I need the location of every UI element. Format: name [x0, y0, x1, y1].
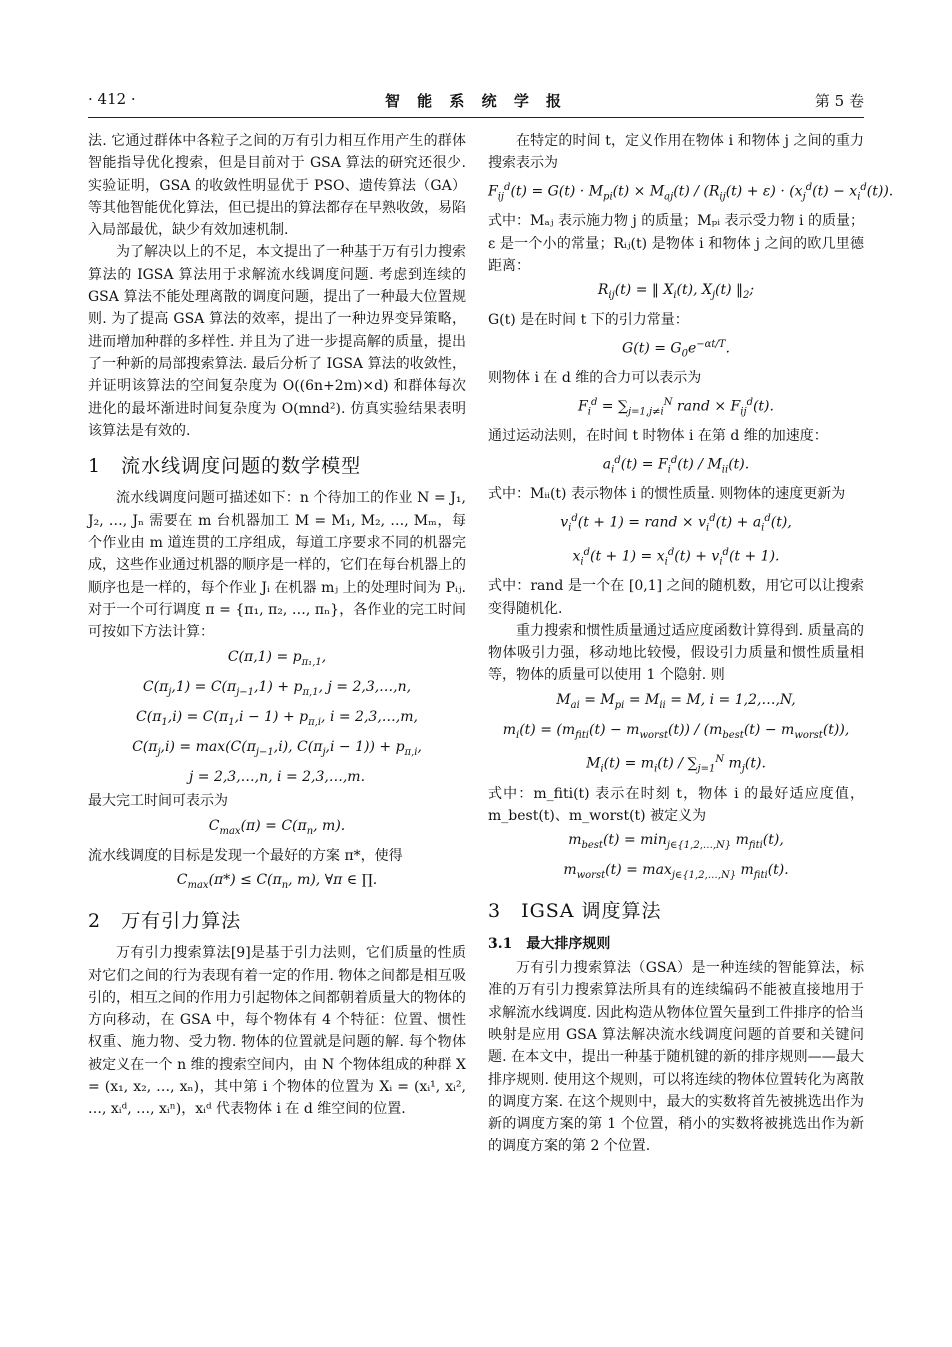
paragraph: 流水线调度问题可描述如下：n 个待加工的作业 N = J₁, J₂, …, Jₙ 需要在 m 台机器加工 M = M₁, M₂, …, Mₘ，每个作业由 m 道连贯的工序组成，每道工序要求不同的机器完成，这些作业通过机器的顺序是一样的，它们在每台机器上的顺序也是一样的，每个作业 Jᵢ 在机器 mⱼ 上的处理时间为 Pᵢⱼ. 对于一个可行调度 π = {π₁, π₂, …, πₙ}，各作业的完工时间可按如下方法计算：	[88, 490, 466, 641]
paragraph: 万有引力搜索算法[9]是基于引力法则，它们质量的性质对它们之间的行为表现有着一定的作用. 物体之间都是相互吸引的，相互之间的作用力引起物体之间都朝着质量大的物体的方向移动，在 GSA 中，每个物体有 4 个特征：位置、惯性权重、施力物、受力物. 物体的位置就是问题的解. 每个物体被定义在一个 n 维的搜索空间内，由 N 个物体组成的种群 X = (x₁, x₂, …, xₙ)，其中第 i 个物体的位置为 Xᵢ = (xᵢ¹, xᵢ², …, xᵢᵈ, …, xᵢⁿ)，xᵢᵈ 代表物体 i 在 d 维空间的位置.	[88, 945, 466, 1118]
paragraph: 万有引力搜索算法（GSA）是一种连续的智能算法，标准的万有引力搜索算法所具有的连续编码不能被直接地用于求解流水线调度. 因此构造从物体位置矢量到工件排序的恰当映射是应用 GSA 算法解决流水线调度问题的首要和关键问题. 在本文中，提出一种基于随机键的新的排序规则——最大排序规则. 使用这个规则，可以将连续的物体位置转化为离散的调度方案. 在这个规则中，最大的实数将首先被挑选出作为新的调度方案的第 1 个位置，稍小的实数将被挑选出作为新的调度方案的第 2 个位置.	[488, 960, 864, 1155]
left-column	[88, 130, 466, 1121]
paragraph: 式中：Mₐⱼ 表示施力物 j 的质量；Mₚᵢ 表示受力物 i 的质量；ε 是一个小的常量；Rᵢⱼ(t) 是物体 i 和物体 j 之间的欧几里德距离：	[488, 213, 864, 274]
formula: $C(\pi_1,i) = C(\pi_1,i - 1) + p_{\pi,i}$, i = 2,3,…,m,	[136, 708, 418, 728]
paragraph: 在特定的时间 t，定义作用在物体 i 和物体 j 之间的重力搜索表示为	[488, 133, 864, 172]
formula: $m_i(t) = (m_{fiti}(t) - m_{worst}(t)) / (m_{best}(t) - m_{worst}(t))$,	[502, 721, 850, 741]
section-heading-2: 2 万有引力算法	[88, 909, 242, 932]
formula: $F_{ij}^d(t) = G(t) \cdot M_{pi}(t) \times M_{aj}(t) / (R_{ij}(t) + \varepsilon) \cdot (x_j^d(t) - x_i^d(t))$.	[488, 181, 894, 203]
journal-title: 智 能 系 统 学 报	[384, 92, 568, 110]
paragraph: 通过运动法则，在时间 t 时物体 i 在第 d 维的加速度：	[488, 428, 828, 445]
formula: $C_{max}(\pi*) \le C(\pi_n$, m), ∀π ∈ ∏.	[176, 871, 378, 891]
paragraph: 为了解决以上的不足，本文提出了一种基于万有引力搜索算法的 IGSA 算法用于求解流水线调度问题. 考虑到连续的 GSA 算法不能处理离散的调度问题，提出了一种最大位置规则. 为了提高 GSA 算法的效率，提出了一种边界变异策略，进而增加种群的多样性. 并且为了进一步提高解的质量，提出了一种新的局部搜索算法. 最后分析了 IGSA 算法的收敛性，并证明该算法的空间复杂度为 O((6n+2m)×d) 和群体每次进化的最坏渐进时间复杂度为 O(mnd²). 仿真实验结果表明该算法是有效的.	[88, 244, 466, 439]
page-number: · 412 ·	[88, 90, 136, 108]
formula: $a_i^d(t) = F_i^d(t) / M_{ii}(t)$.	[602, 454, 750, 476]
paragraph: 重力搜索和惯性质量通过适应度函数计算得到. 质量高的物体吸引力强，移动地比较慢，假设引力质量和惯性质量相等，物体的质量可以使用 1 个隐射. 则	[488, 622, 864, 684]
volume-label: 第 5 卷	[814, 92, 864, 110]
header-rule	[88, 117, 864, 118]
paragraph: 流水线调度的目标是发现一个最好的方案 π*，使得	[88, 847, 403, 864]
paragraph: 法. 它通过群体中各粒子之间的万有引力相互作用产生的群体智能指导优化搜索，但是目前对于 GSA 算法的研究还很少. 实验证明，GSA 的收敛性明显优于 PSO、遗传算法（GA）等其他智能优化算法，但已提出的算法都存在早熟收敛，易陷入局部最优，缺少有效加速机制.	[88, 133, 466, 239]
section-heading-1: 1 流水线调度问题的数学模型	[88, 455, 362, 478]
running-header	[88, 90, 864, 116]
formula: $C(\pi_j,1) = C(\pi_{j-1},1) + p_{\pi,1}$, j = 2,3,…,n,	[142, 678, 412, 698]
formula: $m_{best}(t) = \min_{j\in\{1,2,\dots,N\}} m_{fiti}(t)$,	[568, 832, 784, 852]
paragraph: 式中：Mᵢᵢ(t) 表示物体 i 的惯性质量. 则物体的速度更新为	[488, 486, 846, 503]
section-heading-3: 3 IGSA 调度算法	[488, 900, 662, 923]
formula: $C_{max}(\pi) = C(\pi_n$, m).	[208, 817, 346, 837]
formula: $C(\pi,1) = p_{\pi_1,1}$,	[227, 648, 327, 668]
right-column	[488, 130, 894, 1158]
formula: $R_{ij}(t)$ = ‖ $X_i(t)$, $X_j(t)$ $‖_2$;	[597, 282, 755, 302]
paragraph: 式中：rand 是一个在 [0,1] 之间的随机数，用它可以让搜索变得随机化.	[488, 578, 864, 617]
formula: $C(\pi_j,i) = \max(C(\pi_{j-1},i)$, $C(\pi_j,i - 1)) + p_{\pi,i}$,	[132, 738, 422, 758]
formula: $G(t) = G_0e^{-\alpha t/T}$.	[622, 338, 730, 360]
formula: $M_i(t) = m_i(t) / \sum_{j=1}^N$ $m_j(t)$.	[586, 753, 766, 775]
formula: $M_{ai} = M_{pi} = M_{ii} = M$, i = 1,2,…,N,	[556, 691, 796, 711]
formula: $F_i^d = \sum_{j=1,j\ne i}^N$ rand × $F_{ij}^d(t)$.	[578, 396, 774, 418]
paragraph: G(t) 是在时间 t 下的引力常量：	[488, 312, 689, 329]
formula: j = 2,3,…,n, i = 2,3,…,m.	[188, 768, 366, 785]
subsection-heading-3-1: 3.1 最大排序规则	[488, 935, 611, 952]
paragraph: 最大完工时间可表示为	[88, 793, 228, 810]
formula: $m_{worst}(t) = \max_{j\in\{1,2,\dots,N\}} m_{fiti}(t)$.	[563, 862, 789, 882]
paragraph: 则物体 i 在 d 维的合力可以表示为	[488, 370, 702, 387]
formula: $v_i^d(t + 1)$ = rand × $v_i^d(t) + a_i^d(t)$,	[560, 512, 792, 534]
formula: $x_i^d(t + 1) = x_i^d(t) + v_i^d(t + 1)$.	[572, 546, 780, 567]
paragraph: 式中：m_fiti(t) 表示在时刻 t，物体 i 的最好适应度值，m_best(t)、m_worst(t) 被定义为	[488, 785, 864, 824]
